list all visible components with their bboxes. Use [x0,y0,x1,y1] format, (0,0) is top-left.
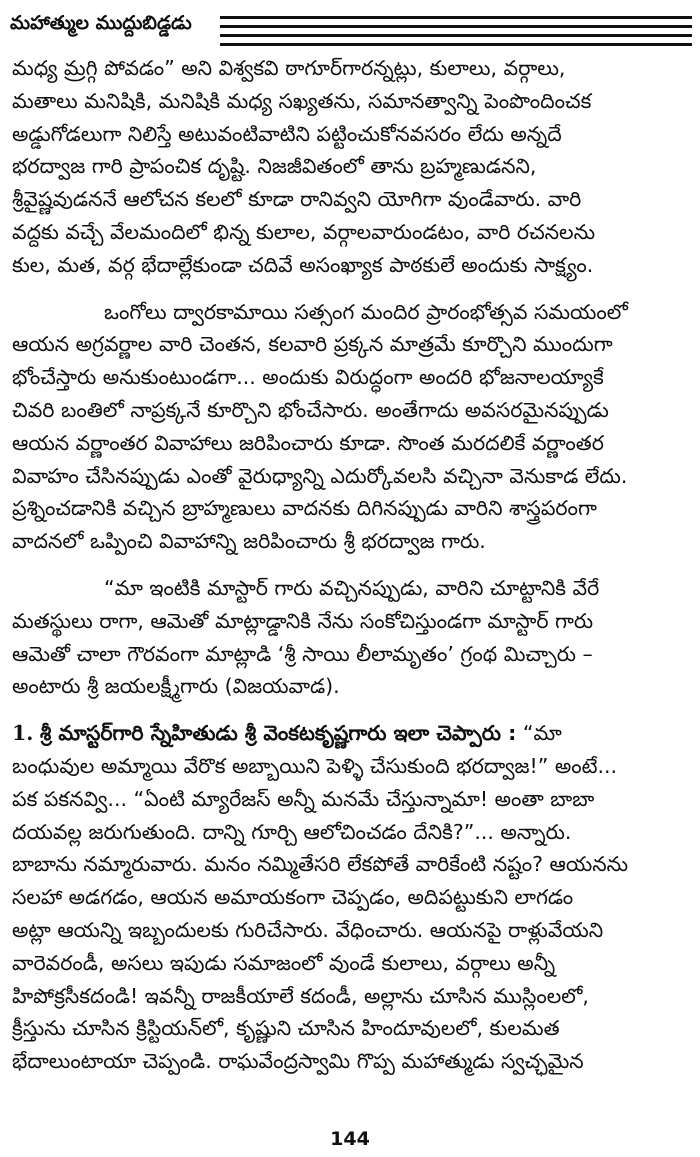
text-line [12,427,688,460]
paragraph-gap [12,703,688,717]
text-line [12,783,688,816]
paragraph-p3 [12,572,688,703]
line-text: మతస్థులు రాగా, ఆమెతో మాట్లాడ్డానికి నేను సంకోచిస్తుండగా మాస్టార్ గారు [12,608,594,633]
text-line [12,605,688,638]
text-line [12,150,688,183]
line-text: క్రీస్తును చూసిన క్రిస్టియన్‌లో, కృష్ణుని చూసిన హిందూవులలో, కులమత [12,1016,560,1041]
header-rule [220,34,692,37]
text-line [12,118,688,151]
paragraph-gap [12,558,688,572]
line-text: వివాహం చేసినప్పుడు ఎంతో వైరుధ్యాన్ని ఎదుర్కోవలసి వచ్చినా వెనుకాడ లేదు. [12,463,628,488]
line-text: అడ్డుగోడలుగా నిలిస్తే అటువంటివాటిని పట్టించుకోనవసరం లేదు అన్నదే [12,121,562,146]
header-rule [220,16,692,19]
text-line [12,1012,688,1045]
text-line [12,881,688,914]
lead-rest: “మా [522,721,562,746]
text-line [12,816,688,849]
line-text: భరద్వాజ గారి ప్రాపంచిక దృష్టి. నిజజీవితంలో తాను బ్రహ్మణుడనని, [12,154,537,179]
line-text: ప్రశ్నించడానికి వచ్చిన బ్రాహ్మణులు వాదనకు దిగినప్పుడు వారిని శాస్త్రపరంగా [12,496,597,521]
line-text: అట్లా ఆయన్ని ఇబ్బందులకు గురిచేసారు. వేధించారు. ఆయనపై రాళ్లువేయని [12,917,604,942]
paragraph-p2 [12,296,688,558]
line-text: మతాలు మనిషికి, మనిషికి మధ్య సఖ్యతను, సమానత్వాన్ని పెంపొందించక [12,88,592,113]
text-line [12,52,688,85]
text-line [12,525,688,558]
line-text: చివరి బంతిలో నాప్రక్కనే కూర్చొని భోంచేసారు. అంతేగాదు అవసరమైనప్పుడు [12,397,609,422]
text-line [12,980,688,1013]
bold-lead: శ్రీ మాస్టర్‌గారి స్నేహితుడు శ్రీ వెంకటకృష్ణగారు ఇలా చెప్పారు : [39,721,517,746]
text-line [12,492,688,525]
paragraph-p1 [12,52,688,282]
line-text: దయవల్ల జరుగుతుంది. దాన్ని గూర్చి ఆలోచించడం దేనికి?”... అన్నారు. [12,819,572,844]
page-number: 144 [330,1128,370,1150]
line-text: భేదాలుంటాయా చెప్పండి. రాఘవేంద్రస్వామి గొప్ప మహాత్ముడు స్వచ్ఛమైన [12,1049,584,1074]
paragraph-p4 [12,717,688,1078]
running-title: మహాత్ముల ముద్దుబిడ్డడు [10,12,192,34]
header-rule [220,43,692,46]
header-rule [220,25,692,28]
text-line [12,572,688,605]
item-number: 1. [12,721,34,746]
line-text: ఒంగోలు ద్వారకామాయి సత్సంగ మందిర ప్రారంభోత్సవ సమయంలో [104,299,628,324]
line-text: అంటారు శ్రీ జయలక్ష్మీగారు (విజయవాడ). [12,674,340,699]
line-text: ఆమెతో చాలా గౌరవంగా మాట్లాడి ‘శ్రీ సాయి లీలామృతం’ గ్రంథ మిచ్చారు – [12,641,593,666]
text-line [12,717,688,750]
line-text: వద్దకు వచ్చే వేలమందిలో భిన్న కులాల, వర్గాలవారుండటం, వారి రచనలను [12,219,596,244]
text-line [12,249,688,282]
text-line [12,394,688,427]
line-text: శ్రీవైష్ణవుడననే ఆలోచన కలలో కూడా రానివ్వని యోగిగా వుండేవారు. వారి [12,187,582,212]
text-line [12,1045,688,1078]
paragraph-gap [12,282,688,296]
text-line [12,85,688,118]
line-text: సలహా అడగడం, ఆయన అమాయకంగా చెప్పడం, అదిపట్టుకుని లాగడం [12,885,574,910]
line-text: ఆయన వర్ణాంతర వివాహాలు జరిపించారు కూడా. సొంత మరదలికే వర్ణాంతర [12,430,604,455]
line-text: బంధువుల అమ్మాయి వేరొక అబ్బాయిని పెళ్ళి చేసుకుంది భరద్వాజ!” అంటే... [12,753,618,778]
text-line [12,296,688,329]
text-line [12,670,688,703]
header-rules [220,16,692,46]
line-text: బాబాను నమ్మారువారు. మనం నమ్మితేసరి లేకపోతే వారికేంటి నష్టం? ఆయనను [12,852,629,877]
text-line [12,947,688,980]
text-line [12,216,688,249]
text-line [12,361,688,394]
text-line [12,460,688,493]
running-header [8,6,692,50]
text-line [12,914,688,947]
line-text: మధ్య మ్రగ్గి పోవడం” అని విశ్వకవి ఠాగూర్‌గారన్నట్లు, కులాలు, వర్గాలు, [12,56,566,80]
line-text: వారెవరండీ, అసలు ఇపుడు సమాజంలో వుండే కులాలు, వర్గాలు అన్నీ [12,950,556,975]
text-line [12,328,688,361]
line-text: “మా ఇంటికి మాస్టార్ గారు వచ్చినప్పుడు, వారిని చూట్టానికి వేరే [104,575,600,600]
text-line [12,848,688,881]
text-line [12,638,688,671]
text-line [12,750,688,783]
line-text: భోంచేస్తారు అనుకుంటుండగా... అందుకు విరుద్ధంగా అందరి భోజనాలయ్యాకే [12,365,604,390]
line-text: పక పకనవ్వి... “ఏంటి మ్యారేజస్ అన్నీ మనమే చేస్తున్నామా! అంతా బాబా [12,786,595,811]
line-text: హిపోక్రసీకదండి! ఇవన్నీ రాజకీయాలే కదండీ, అల్లాను చూసిన ముస్లింలలో, [12,983,589,1008]
line-text: ఆయన అగ్రవర్ణాల వారి చెంతన, కలవారి ప్రక్కన మాత్రమే కూర్చొని ముందుగా [12,332,613,357]
line-text: వాదనలో ఒప్పించి వివాహాన్ని జరిపించారు శ్రీ భరద్వాజ గారు. [12,529,486,554]
body-text [12,52,688,1078]
text-line [12,183,688,216]
line-text: కుల, మత, వర్గ భేదాల్లేకుండా చదివే అసంఖ్యాక పాఠకులే అందుకు సాక్ష్యం. [12,252,594,277]
